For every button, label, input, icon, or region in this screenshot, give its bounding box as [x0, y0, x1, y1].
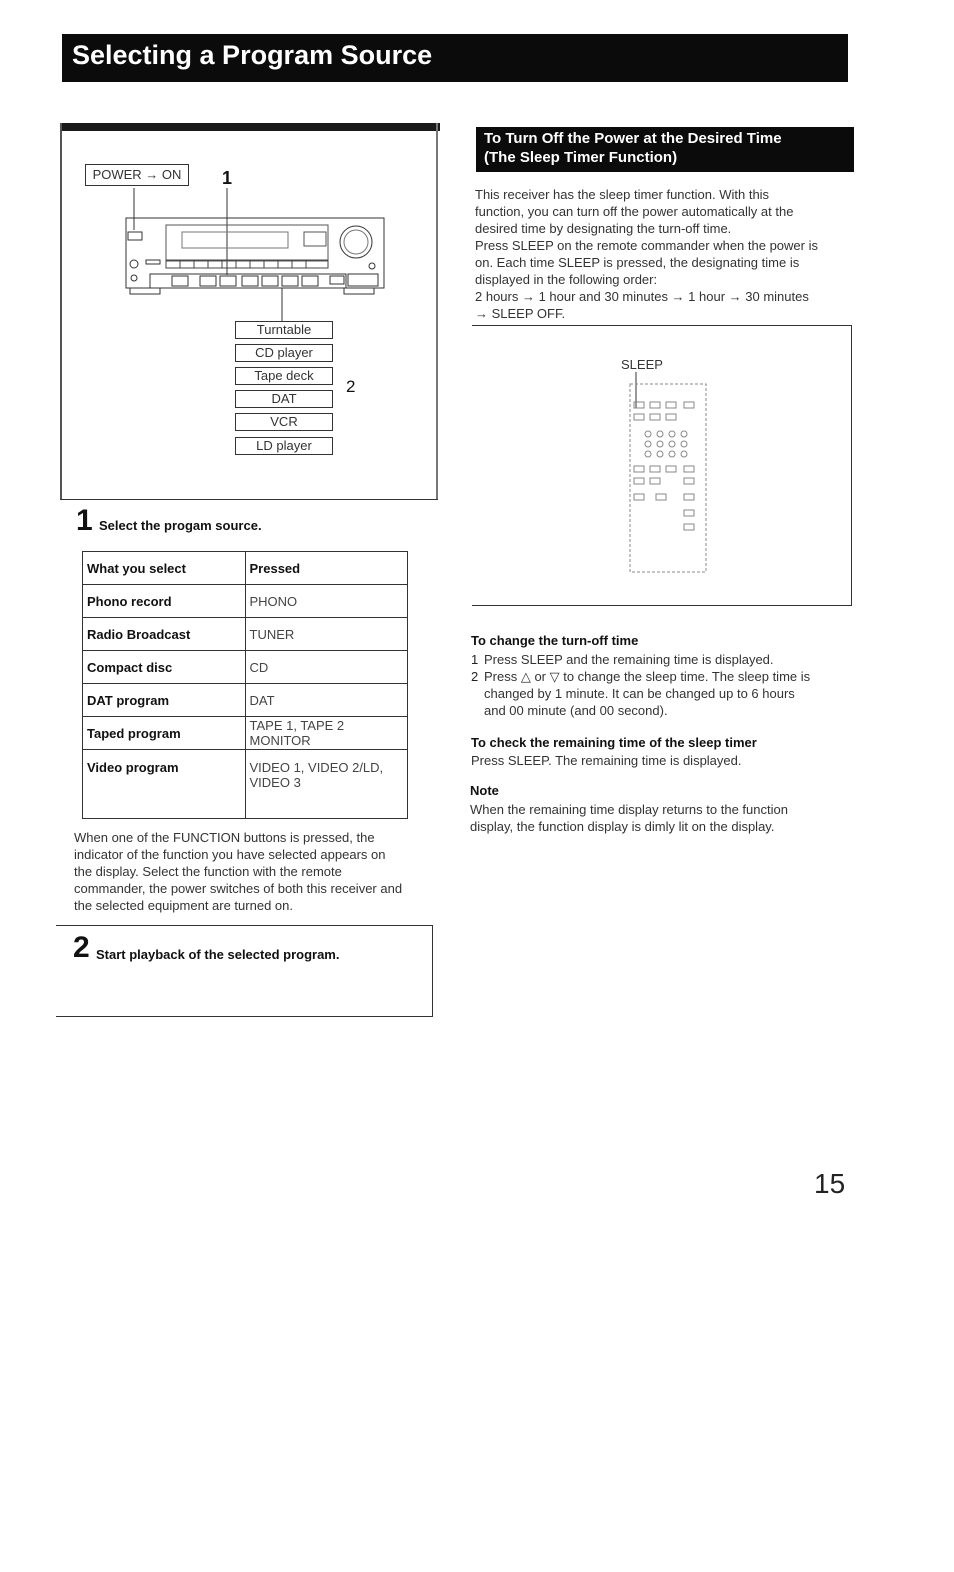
sleep-timer-heading-line2: (The Sleep Timer Function): [484, 149, 678, 166]
check-remaining-text: Press SLEEP. The remaining time is displayed.: [471, 753, 742, 768]
text-line: indicator of the function you have selected appears on: [74, 847, 386, 862]
text-line: This receiver has the sleep timer function. With this: [475, 187, 770, 202]
text-line: display, the function display is dimly lit on the display.: [470, 819, 775, 834]
step-2-box: [56, 925, 433, 1017]
list-item-number: 1: [471, 652, 479, 667]
text-line: changed by 1 minute. It can be changed up to 6 hours: [484, 686, 795, 701]
table-row: [83, 585, 408, 618]
page-title: Selecting a Program Source: [72, 40, 433, 70]
sleep-callout-label: SLEEP: [621, 357, 663, 372]
text-line: desired time by designating the turn-off time.: [475, 221, 732, 236]
text-line: When the remaining time display returns to the function: [470, 802, 788, 817]
callout-1: 1: [222, 168, 233, 188]
text-line: function, you can turn off the power automatically at the: [475, 204, 794, 219]
list-item: [471, 651, 855, 668]
text-line: the display. Select the function with the remote: [74, 864, 342, 879]
table-row: [83, 618, 408, 651]
table-cell-button: CD: [245, 651, 408, 684]
check-remaining-heading: To check the remaining time of the sleep timer: [471, 735, 757, 750]
page-title-bar: [62, 34, 848, 82]
text-line: and 00 minute (and 00 second).: [484, 703, 668, 718]
table-cell-source: DAT program: [83, 684, 246, 717]
step-2-number: 2: [73, 931, 90, 964]
text-line: commander, the power switches of both this receiver and: [74, 881, 403, 896]
device-label-cd-player: CD player: [235, 344, 333, 362]
text-line: Press SLEEP on the remote commander when the power is: [475, 238, 818, 253]
text-line: on. Each time SLEEP is pressed, the designating time is: [475, 255, 800, 270]
table-cell-line: VIDEO 3: [249, 775, 301, 790]
text-line: Press △ or ▽ to change the sleep time. The sleep time is: [484, 669, 811, 684]
change-time-steps: [471, 651, 855, 719]
table-cell-line: VIDEO 1, VIDEO 2/LD,: [249, 760, 384, 775]
sleep-timer-heading-line1: To Turn Off the Power at the Desired Time: [484, 130, 782, 147]
note-text: [470, 801, 854, 835]
figure-right-rule: [436, 123, 438, 499]
step-1-number: 1: [76, 504, 93, 537]
table-row: [83, 717, 408, 750]
text-line: → SLEEP OFF.: [475, 306, 566, 321]
step-1-text: Select the progam source.: [99, 518, 262, 533]
table-row: [83, 750, 408, 819]
page-number: 15: [814, 1168, 846, 1199]
figure-bottom-rule: [60, 499, 438, 500]
device-label-tape-deck: Tape deck: [235, 367, 333, 385]
text-line: 2 hours → 1 hour and 30 minutes → 1 hour → 30 minutes: [475, 289, 809, 304]
device-label-ld-player: LD player: [235, 437, 333, 455]
list-item-number: 2: [471, 669, 479, 684]
source-selection-table: [82, 551, 408, 819]
device-label-dat: DAT: [235, 390, 333, 408]
step-2-text: Start playback of the selected program.: [96, 947, 340, 962]
sleep-timer-heading-bar: [476, 127, 854, 172]
receiver-illustration: [120, 180, 390, 330]
table-cell-button: PHONO: [245, 585, 408, 618]
table-cell-button: TUNER: [245, 618, 408, 651]
figure-top-rule: [60, 123, 440, 131]
table-cell-source: Radio Broadcast: [83, 618, 246, 651]
table-cell-button: TAPE 1, TAPE 2 MONITOR: [245, 717, 408, 750]
table-cell-source: Video program: [83, 750, 246, 819]
text-line: displayed in the following order:: [475, 272, 658, 287]
text-line: When one of the FUNCTION buttons is pressed, the: [74, 830, 375, 845]
function-note-paragraph: [74, 829, 436, 914]
device-label-vcr: VCR: [235, 413, 333, 431]
table-cell-button: DAT: [245, 684, 408, 717]
device-label-turntable: Turntable: [235, 321, 333, 339]
callout-2: 2: [346, 377, 356, 396]
list-item: [471, 668, 855, 719]
table-cell-source: Compact disc: [83, 651, 246, 684]
table-header-pressed: Pressed: [245, 552, 408, 585]
change-time-heading: To change the turn-off time: [471, 633, 639, 648]
power-label: POWER → ON: [92, 167, 182, 182]
remote-commander-illustration: [626, 372, 710, 580]
note-heading: Note: [470, 783, 499, 798]
table-cell-source: Phono record: [83, 585, 246, 618]
table-header-row: [83, 552, 408, 585]
table-row: [83, 684, 408, 717]
table-cell-button: [245, 750, 408, 819]
table-cell-source: Taped program: [83, 717, 246, 750]
figure-left-rule: [60, 123, 62, 499]
text-line: Press SLEEP and the remaining time is displayed.: [484, 652, 774, 667]
sleep-timer-intro: [475, 186, 855, 322]
table-header-what: What you select: [83, 552, 246, 585]
text-line: the selected equipment are turned on.: [74, 898, 293, 913]
table-row: [83, 651, 408, 684]
